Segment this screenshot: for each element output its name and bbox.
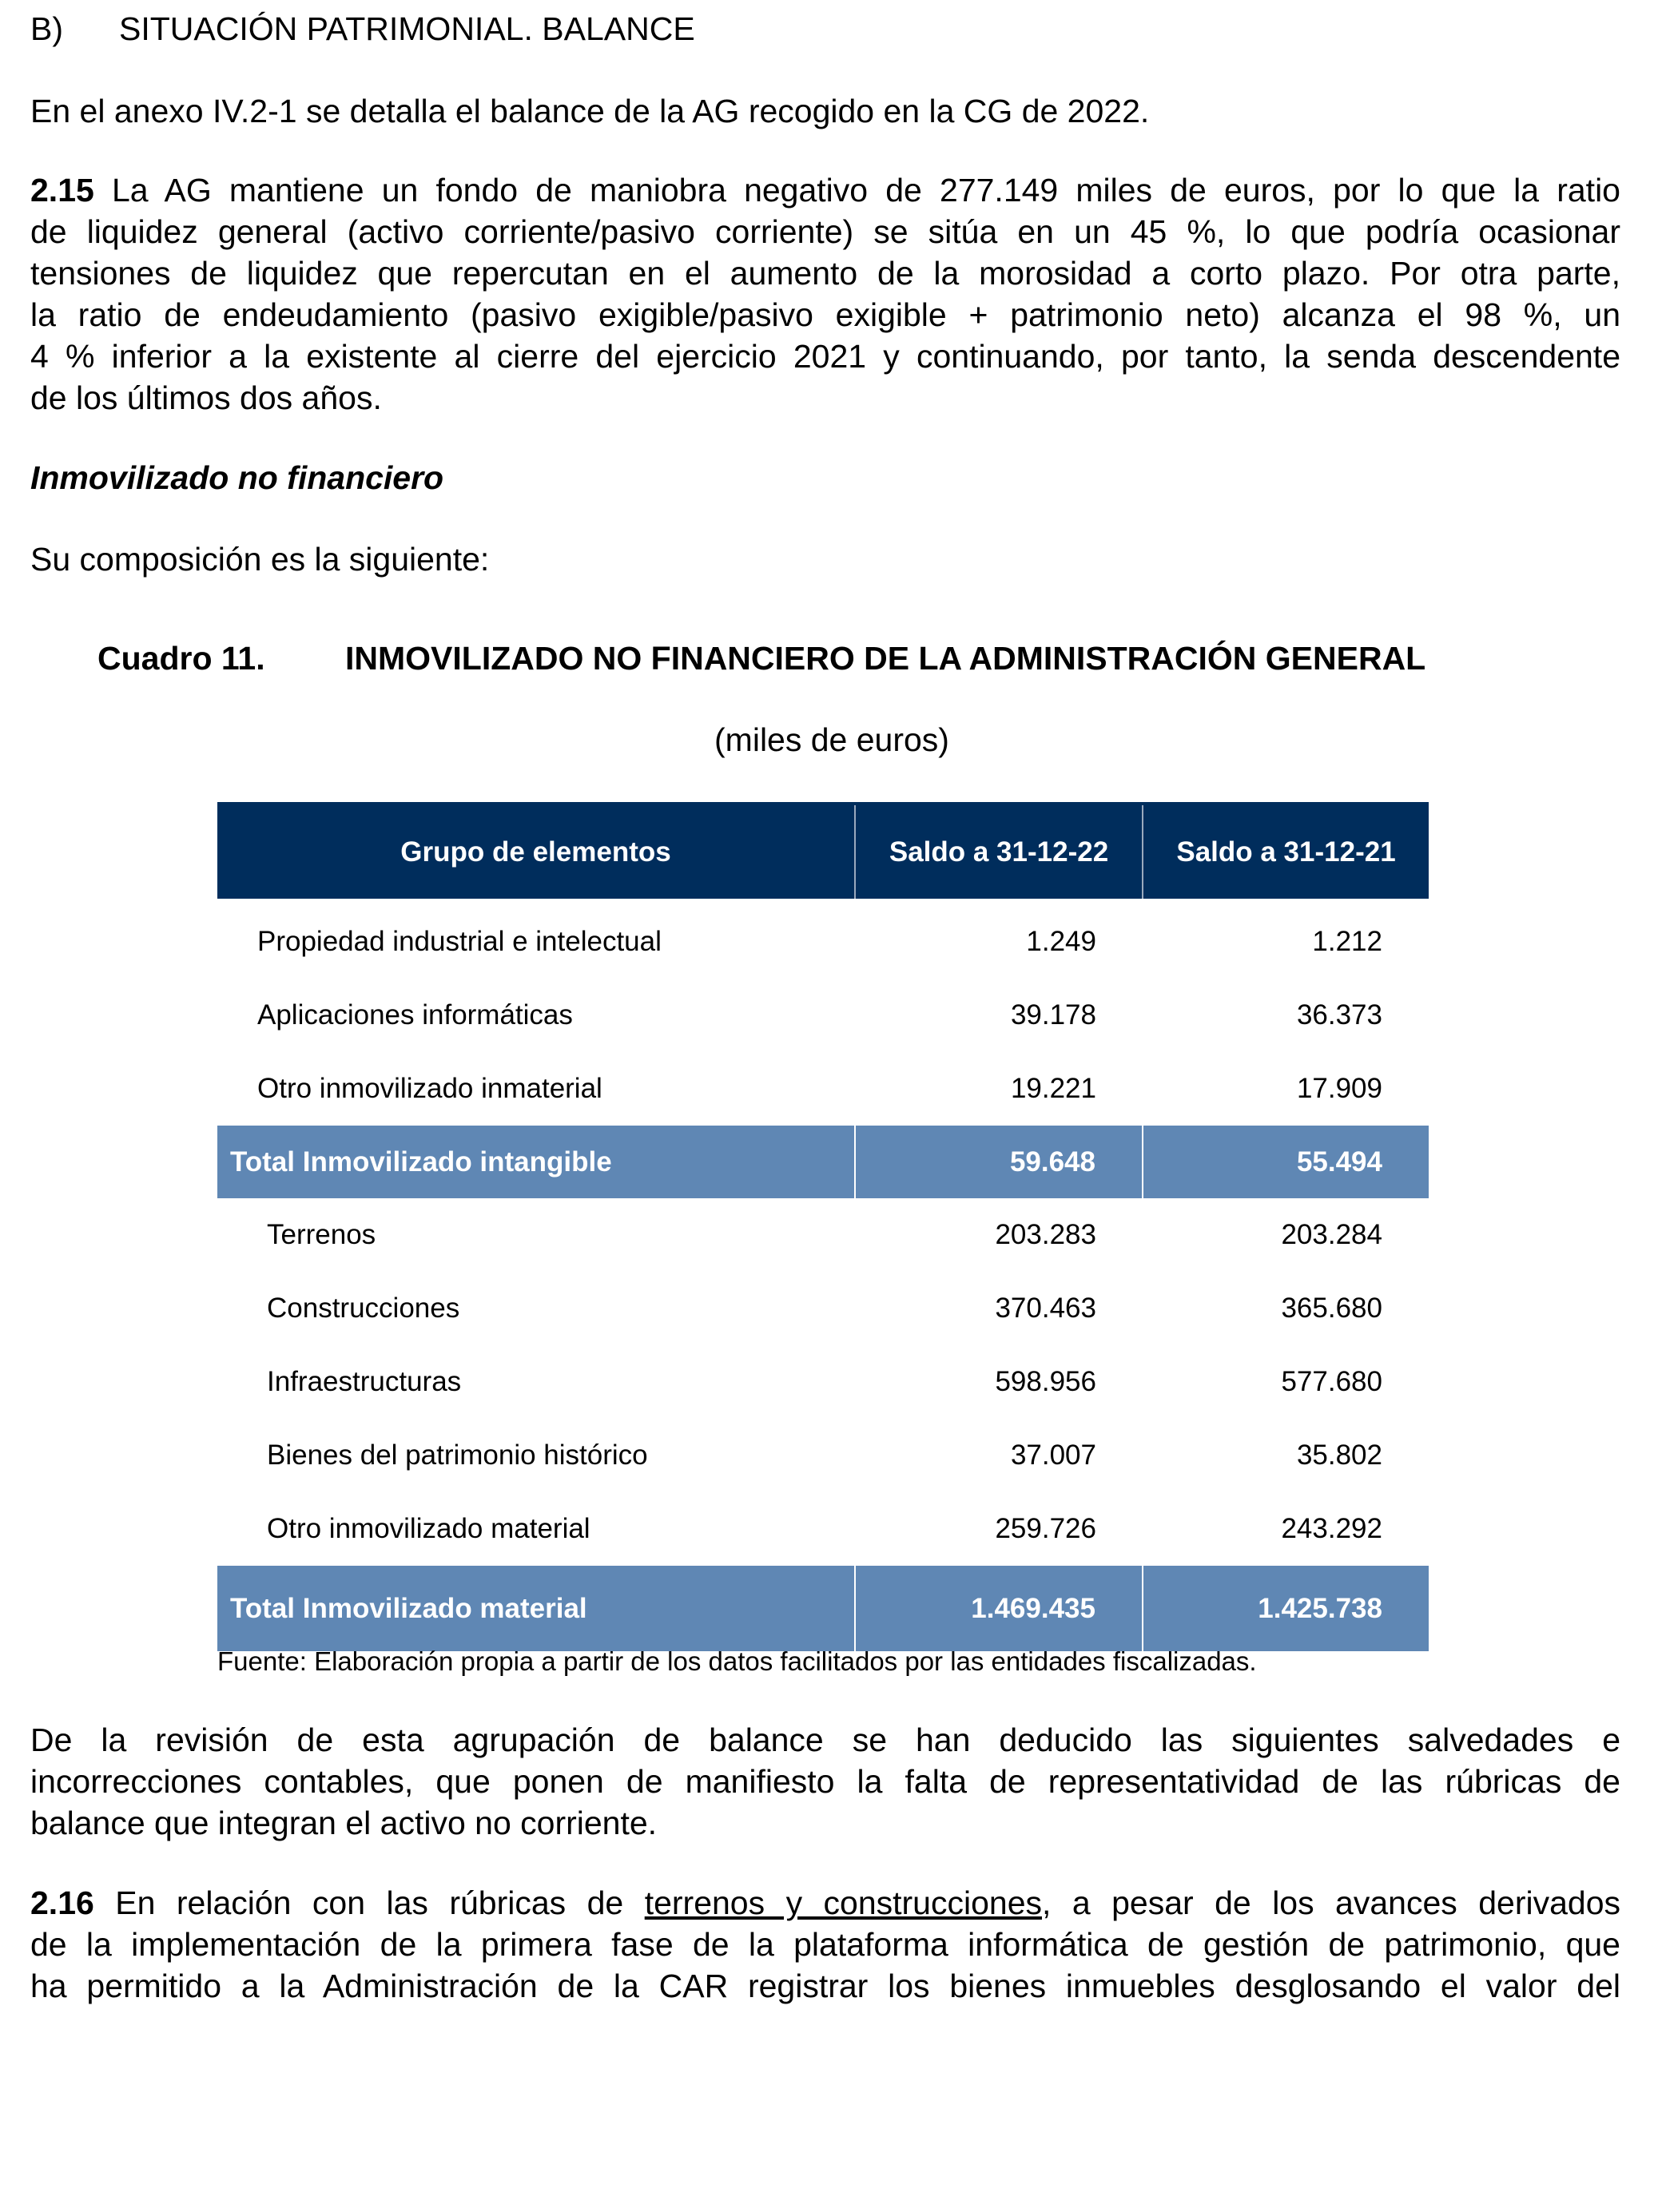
row-value-2022: 370.463	[995, 1293, 1096, 1324]
row-value-2021: 243.292	[1281, 1513, 1382, 1544]
table-header-row	[217, 804, 1429, 899]
row-value-2022: 19.221	[1010, 1073, 1096, 1104]
row-value-2022: 203.283	[995, 1219, 1096, 1250]
row-name: Propiedad industrial e intelectual	[257, 926, 662, 957]
para-216-line-1: 2.16 En relación con las rúbricas de terrenos y construcciones, a pesar de los avances derivados	[30, 1884, 1620, 1921]
para-215-line-3: tensiones de liquidez que repercutan en el aumento de la morosidad a corto plazo. Por otra parte,	[30, 255, 1620, 292]
para-215-line-4: la ratio de endeudamiento (pasivo exigible/pasivo exigible + patrimonio neto) alcanza el 98 %, un	[30, 296, 1620, 333]
header-2021: Saldo a 31-12-21	[1143, 804, 1429, 899]
row-value-2021: 365.680	[1281, 1293, 1382, 1324]
subheading: Inmovilizado no financiero	[30, 459, 444, 496]
row-value-2021: 203.284	[1281, 1219, 1382, 1250]
row-value-2021: 577.680	[1281, 1366, 1382, 1397]
row-name: Otro inmovilizado material	[267, 1513, 590, 1544]
para-review-line-2: incorrecciones contables, que ponen de manifiesto la falta de representatividad de las rúbricas de	[30, 1763, 1620, 1800]
total-name: Total Inmovilizado intangible	[217, 1126, 855, 1198]
table-row	[217, 979, 1429, 1052]
para-216-line-3: ha permitido a la Administración de la CAR registrar los bienes inmuebles desglosando el valor del	[30, 1968, 1620, 2004]
row-value-2021: 17.909	[1296, 1073, 1382, 1104]
para-215-line-1: 2.15 La AG mantiene un fondo de maniobra negativo de 277.149 miles de euros, por lo que la ratio	[30, 172, 1620, 208]
row-value-2021: 35.802	[1296, 1440, 1382, 1471]
total-value-2021: 55.494	[1143, 1126, 1429, 1198]
table-row	[217, 899, 1429, 979]
table-caption-number: Cuadro 11.	[97, 640, 265, 677]
para-215-number: 2.15	[30, 172, 94, 208]
row-name: Construcciones	[267, 1293, 460, 1324]
fixed-assets-table	[217, 802, 1429, 1651]
total-name: Total Inmovilizado material	[217, 1566, 855, 1651]
para-review-line-3: balance que integran el activo no corriente.	[30, 1805, 658, 1841]
row-name: Bienes del patrimonio histórico	[267, 1440, 648, 1471]
table-source-note: Fuente: Elaboración propia a partir de los datos facilitados por las entidades fiscalizadas.	[217, 1646, 1257, 1676]
row-name: Aplicaciones informáticas	[257, 999, 573, 1031]
para-216-number: 2.16	[30, 1884, 94, 1921]
terrenos-construcciones-underlined: terrenos y construcciones	[644, 1884, 1042, 1921]
row-value-2021: 1.212	[1312, 926, 1382, 957]
row-value-2022: 598.956	[995, 1366, 1096, 1397]
section-label: B)	[30, 10, 63, 47]
composition-intro: Su composición es la siguiente:	[30, 541, 490, 578]
para-216-line-2: de la implementación de la primera fase de la plataforma informática de gestión de patrimonio, que	[30, 1926, 1620, 1963]
para-215-line-6: de los últimos dos años.	[30, 379, 382, 416]
total-material-row	[217, 1566, 1429, 1651]
table-row	[217, 1492, 1429, 1566]
total-value-2022: 1.469.435	[855, 1566, 1143, 1651]
row-value-2021: 36.373	[1296, 999, 1382, 1031]
total-value-2022: 59.648	[855, 1126, 1143, 1198]
row-value-2022: 1.249	[1026, 926, 1096, 957]
section-title: SITUACIÓN PATRIMONIAL. BALANCE	[119, 10, 695, 47]
table-row	[217, 1419, 1429, 1492]
total-intangible-row	[217, 1126, 1429, 1198]
table-row	[217, 1198, 1429, 1272]
table-row	[217, 1052, 1429, 1126]
intro-paragraph: En el anexo IV.2-1 se detalla el balance de la AG recogido en la CG de 2022.	[30, 93, 1150, 129]
header-2022: Saldo a 31-12-22	[855, 804, 1143, 899]
section-heading	[30, 8, 695, 50]
row-value-2022: 39.178	[1010, 999, 1096, 1031]
table-row	[217, 1272, 1429, 1345]
table-row	[217, 1345, 1429, 1419]
para-215-line-5: 4 % inferior a la existente al cierre del ejercicio 2021 y continuando, por tanto, la senda descendente	[30, 338, 1620, 375]
row-name: Infraestructuras	[267, 1366, 462, 1397]
total-value-2021: 1.425.738	[1143, 1566, 1429, 1651]
row-value-2022: 37.007	[1010, 1440, 1096, 1471]
table-units: (miles de euros)	[714, 721, 949, 758]
header-group: Grupo de elementos	[217, 804, 855, 899]
para-review-line-1: De la revisión de esta agrupación de balance se han deducido las siguientes salvedades e	[30, 1722, 1620, 1758]
table-caption-title: INMOVILIZADO NO FINANCIERO DE LA ADMINISTRACIÓN GENERAL	[345, 640, 1426, 677]
row-name: Otro inmovilizado inmaterial	[257, 1073, 602, 1104]
row-value-2022: 259.726	[995, 1513, 1096, 1544]
para-215-line-2: de liquidez general (activo corriente/pasivo corriente) se sitúa en un 45 %, lo que podría ocasionar	[30, 213, 1620, 250]
row-name: Terrenos	[267, 1219, 376, 1250]
